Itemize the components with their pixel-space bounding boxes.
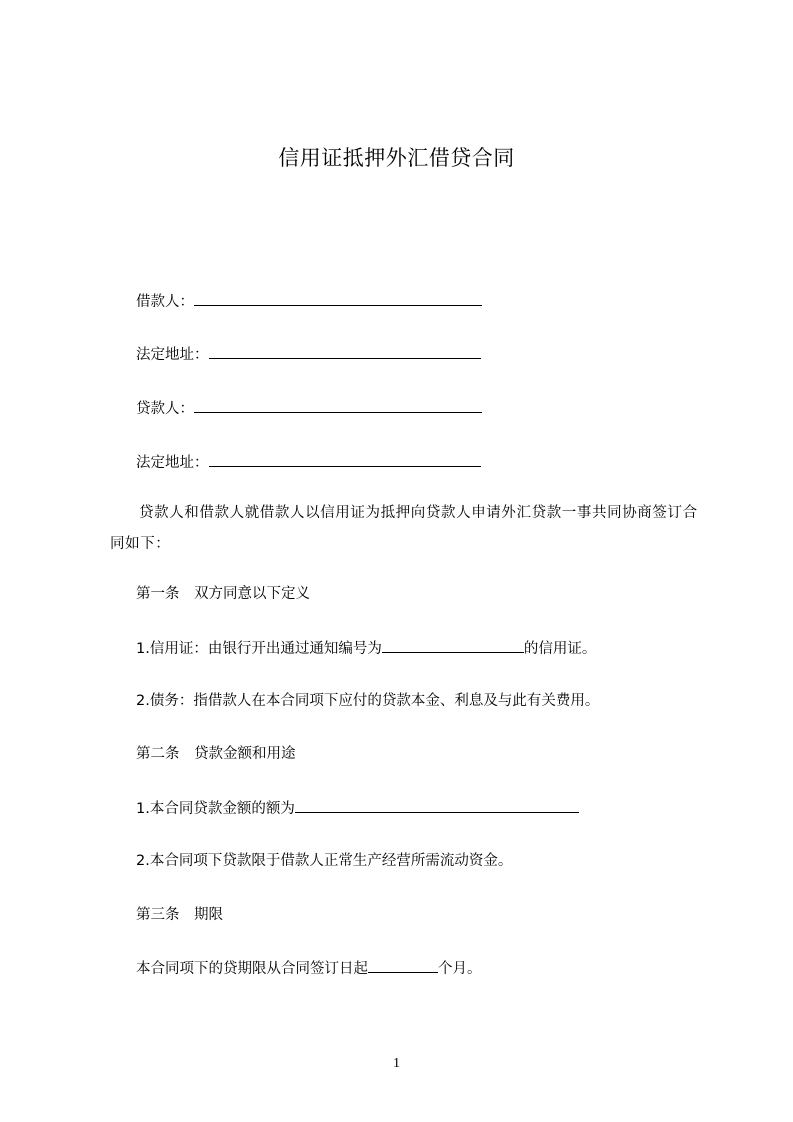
lender-blank [194,398,482,413]
article3-text [136,958,482,979]
borrower-label: 借款人： [136,294,194,310]
loan-amount-blank [295,798,579,813]
intro-paragraph: 贷款人和借款人就借款人以信用证为抵押向贷款人申请外汇贷款一事共同协商签订合同如下： [110,505,698,552]
article2-item1-text: 1.本合同贷款金额的额为 [136,801,295,817]
article3-heading: 第三条 期限 [136,907,223,923]
article1-item1-suffix: 的信用证。 [523,641,597,657]
article1-heading: 第一条 双方同意以下定义 [136,586,310,602]
article1-item1-text: 1.信用证：由银行开出通过通知编号为 [136,641,382,657]
lender-field [136,398,482,419]
borrower-address-field [136,344,481,365]
article2-item1 [136,798,579,819]
borrower-field [136,291,482,312]
borrower-address-label: 法定地址： [136,347,209,363]
lender-address-blank [209,452,481,467]
borrower-blank [194,291,482,306]
lender-label: 贷款人： [136,401,194,417]
document-title: 信用证抵押外汇借贷合同 [278,146,515,170]
article1-item1 [136,638,596,659]
notice-number-blank [382,638,524,653]
lender-address-label: 法定地址： [136,455,209,471]
borrower-address-blank [209,344,481,359]
article2-heading: 第二条 贷款金额和用途 [136,746,296,762]
lender-address-field [136,452,481,473]
article2-item2: 2.本合同项下贷款限于借款人正常生产经营所需流动资金。 [136,853,513,869]
article1-item2: 2.债务：指借款人在本合同项下应付的贷款本金、利息及与此有关费用。 [136,693,600,709]
page-number: 1 [393,1056,400,1071]
article3-text-suffix: 个月。 [438,961,482,977]
article3-text-prefix: 本合同项下的贷期限从合同签订日起 [136,961,368,977]
months-blank [368,958,438,973]
